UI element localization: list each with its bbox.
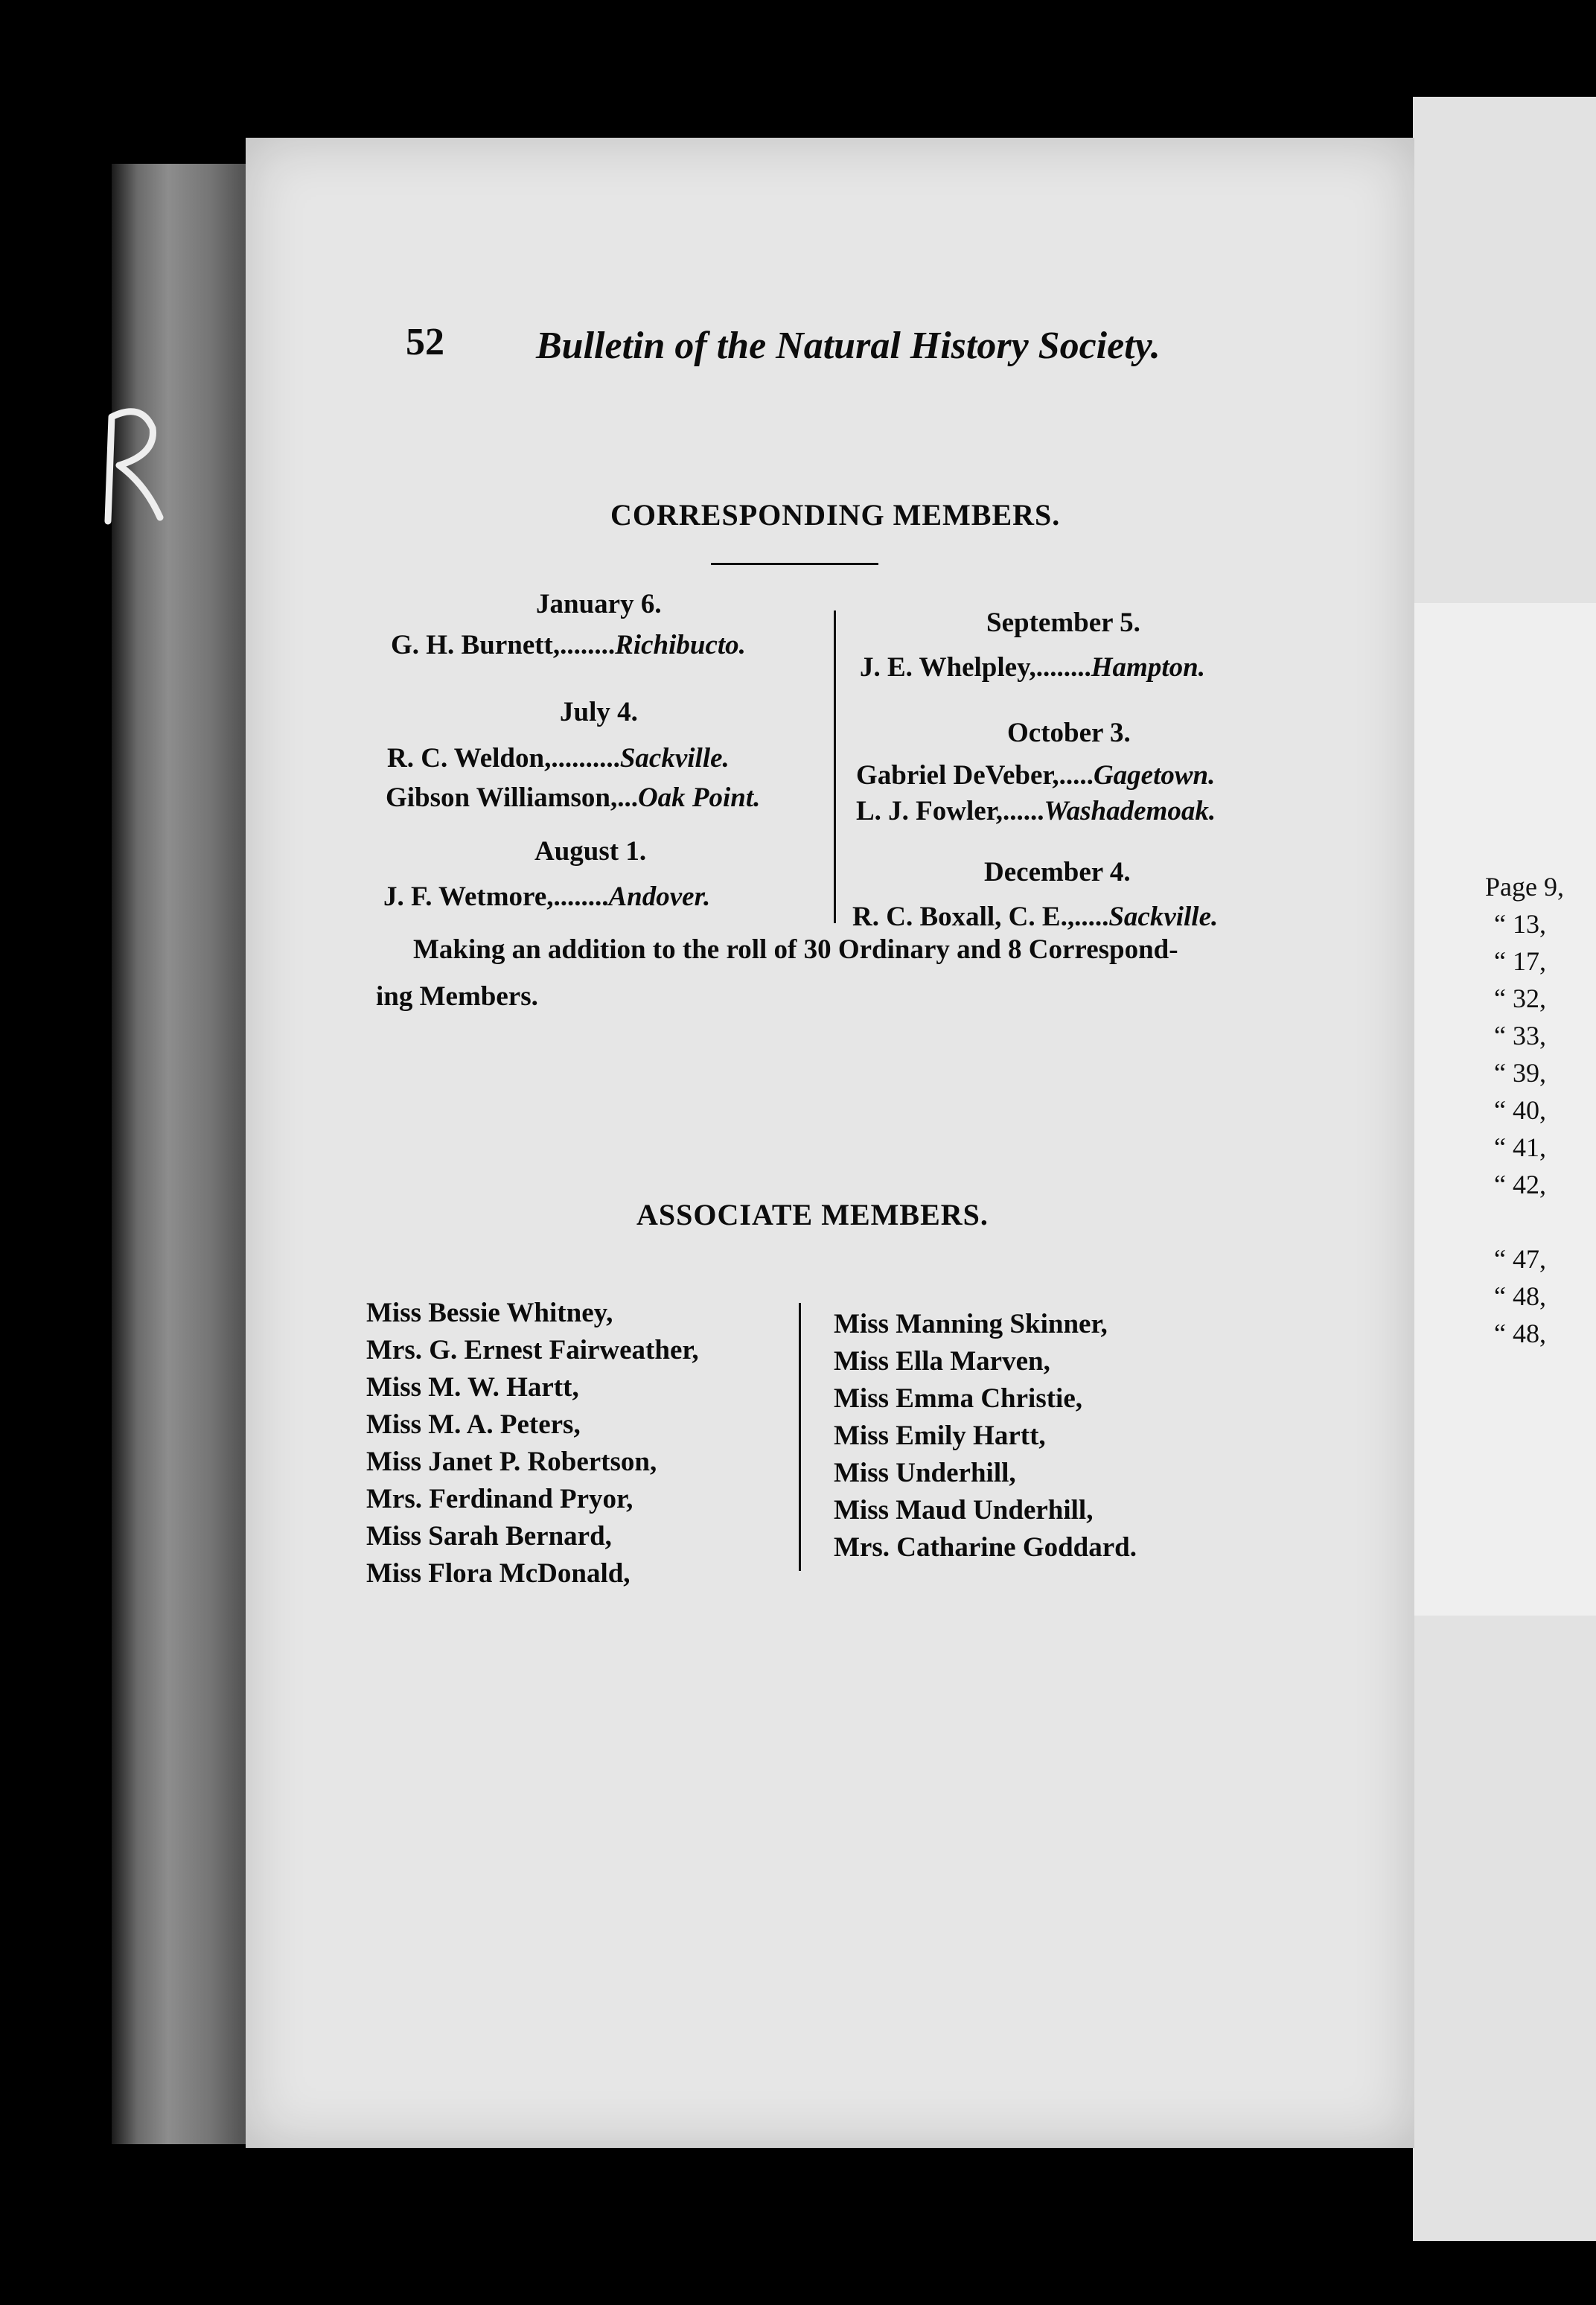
column-divider bbox=[799, 1303, 801, 1571]
member-name: R. C. Boxall, C. E.,..... bbox=[852, 902, 1109, 932]
date-heading: October 3. bbox=[1007, 718, 1131, 748]
date-heading: July 4. bbox=[560, 697, 638, 727]
member-entry bbox=[387, 742, 730, 774]
roll-note-line-2: ing Members. bbox=[376, 981, 538, 1012]
index-line: “ 33, bbox=[1494, 1021, 1546, 1051]
member-entry bbox=[856, 759, 1215, 791]
index-line: “ 13, bbox=[1494, 909, 1546, 939]
member-name: R. C. Weldon,.......... bbox=[387, 743, 620, 774]
date-heading: August 1. bbox=[534, 836, 647, 867]
roll-note-line-1: Making an addition to the roll of 30 Ordinary and 8 Correspond- bbox=[413, 934, 1178, 965]
member-name: Gibson Williamson,... bbox=[386, 782, 638, 813]
member-entry bbox=[383, 881, 710, 913]
member-entry bbox=[852, 901, 1218, 933]
associate-member: Miss Maud Underhill, bbox=[834, 1495, 1094, 1525]
associate-member: Mrs. G. Ernest Fairweather, bbox=[366, 1335, 699, 1365]
member-name: J. E. Whelpley,........ bbox=[860, 652, 1091, 683]
pencil-mark-r bbox=[89, 395, 171, 529]
member-place: Washademoak. bbox=[1044, 796, 1216, 826]
book-page bbox=[246, 138, 1414, 2148]
date-heading: September 5. bbox=[986, 608, 1140, 638]
associate-member: Miss Ella Marven, bbox=[834, 1346, 1050, 1377]
index-line: “ 47, bbox=[1494, 1244, 1546, 1274]
associate-member: Miss Bessie Whitney, bbox=[366, 1298, 613, 1328]
associate-member: Mrs. Catharine Goddard. bbox=[834, 1532, 1137, 1563]
associate-right-list bbox=[834, 1308, 1137, 1569]
associate-member: Miss Janet P. Robertson, bbox=[366, 1447, 657, 1477]
member-entry bbox=[860, 651, 1205, 683]
associate-member: Miss Emma Christie, bbox=[834, 1383, 1082, 1414]
page-number: 52 bbox=[406, 321, 444, 363]
column-divider bbox=[834, 610, 836, 923]
associate-member: Mrs. Ferdinand Pryor, bbox=[366, 1484, 633, 1514]
index-line: “ 17, bbox=[1494, 946, 1546, 976]
associate-member: Miss M. W. Hartt, bbox=[366, 1372, 579, 1403]
associate-member: Miss M. A. Peters, bbox=[366, 1409, 581, 1440]
member-place: Andover. bbox=[608, 881, 711, 912]
associate-member: Miss Flora McDonald, bbox=[366, 1558, 631, 1589]
member-entry bbox=[856, 795, 1216, 827]
date-heading: December 4. bbox=[984, 857, 1131, 887]
member-place: Sackville. bbox=[1108, 902, 1219, 932]
corresponding-heading: CORRESPONDING MEMBERS. bbox=[610, 498, 1061, 532]
member-name: Gabriel DeVeber,..... bbox=[856, 760, 1094, 791]
index-line: “ 48, bbox=[1494, 1319, 1546, 1348]
index-line bbox=[1485, 1206, 1564, 1243]
associate-left-list bbox=[366, 1297, 699, 1595]
associate-heading: ASSOCIATE MEMBERS. bbox=[636, 1198, 989, 1231]
index-line: “ 39, bbox=[1494, 1058, 1546, 1088]
member-place: Richibucto. bbox=[615, 630, 746, 660]
member-place: Gagetown. bbox=[1093, 760, 1216, 791]
associate-member: Miss Sarah Bernard, bbox=[366, 1521, 612, 1552]
index-line: “ 48, bbox=[1494, 1281, 1546, 1311]
member-place: Hampton. bbox=[1091, 652, 1205, 683]
associate-member: Miss Emily Hartt, bbox=[834, 1421, 1046, 1451]
associate-member: Miss Manning Skinner, bbox=[834, 1309, 1108, 1339]
running-title: Bulletin of the Natural History Society. bbox=[536, 325, 1161, 367]
member-name: G. H. Burnett,........ bbox=[391, 630, 616, 660]
member-entry bbox=[391, 629, 746, 661]
index-line: “ 40, bbox=[1494, 1095, 1546, 1125]
adjacent-page-index bbox=[1485, 871, 1564, 1355]
member-name: L. J. Fowler,...... bbox=[856, 796, 1044, 826]
heading-underline bbox=[711, 563, 878, 565]
member-entry bbox=[386, 782, 760, 814]
date-heading: January 6. bbox=[536, 589, 662, 619]
member-place: Oak Point. bbox=[637, 782, 761, 813]
index-line: Page 9, bbox=[1485, 872, 1564, 902]
member-name: J. F. Wetmore,........ bbox=[383, 881, 609, 912]
index-line: “ 42, bbox=[1494, 1170, 1546, 1199]
associate-member: Miss Underhill, bbox=[834, 1458, 1016, 1488]
member-place: Sackville. bbox=[619, 743, 730, 774]
index-line: “ 32, bbox=[1494, 983, 1546, 1013]
index-line: “ 41, bbox=[1494, 1132, 1546, 1162]
